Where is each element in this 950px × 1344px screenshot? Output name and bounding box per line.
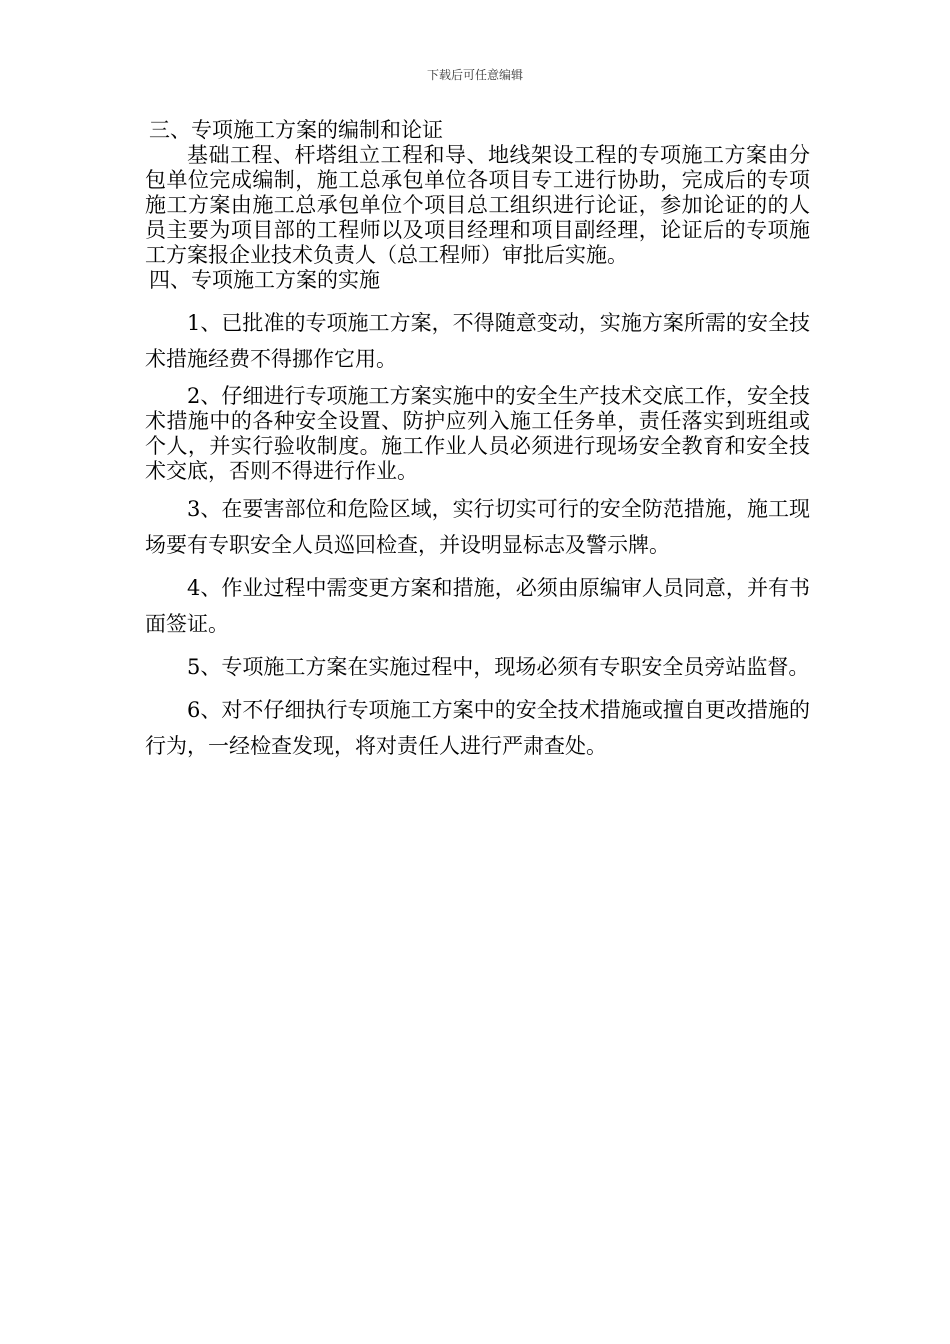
- spacer: [145, 377, 810, 384]
- section-4-item-3: 3、在要害部位和危险区域，实行切实可行的安全防范措施，施工现场要有专职安全人员巡回检查，并设明显标志及警示牌。: [145, 497, 810, 557]
- section-4-item-1: 1、已批准的专项施工方案，不得随意变动，实施方案所需的安全技术措施经费不得挪作它用。: [145, 311, 810, 371]
- document-body: [145, 118, 810, 764]
- section-4-heading: 四、专项施工方案的实施: [149, 268, 380, 292]
- section-4-item-5: 5、专项施工方案在实施过程中，现场必须有专职安全员旁站监督。: [187, 655, 810, 679]
- section-4-item-4: 4、作业过程中需变更方案和措施，必须由原编审人员同意，并有书面签证。: [145, 576, 810, 636]
- section-4-item-6: 6、对不仔细执行专项施工方案中的安全技术措施或擅自更改措施的行为，一经检查发现，将对责任人进行严肃查处。: [145, 698, 810, 758]
- spacer: [145, 642, 810, 649]
- header-note: 下载后可任意编辑: [426, 68, 523, 82]
- section-4-item-2: 2、仔细进行专项施工方案实施中的安全生产技术交底工作，安全技术措施中的各种安全设置、防护应列入施工任务单，责任落实到班组或个人，并实行验收制度。施工作业人员必须进行现场安全教育和安全技术交底，否则不得进行作业。: [145, 384, 810, 483]
- section-3-paragraph: 基础工程、杆塔组立工程和导、地线架设工程的专项施工方案由分包单位完成编制，施工总承包单位各项目专工进行协助，完成后的专项施工方案由施工总承包单位个项目总工组织进行论证，参加论证的的人员主要为项目部的工程师以及项目经理和项目副经理，论证后的专项施工方案报企业技术负责人（总工程师）审批后实施。: [145, 143, 810, 267]
- spacer: [145, 293, 810, 305]
- spacer: [145, 484, 810, 491]
- spacer: [145, 685, 810, 692]
- spacer: [145, 563, 810, 570]
- section-3-heading: 三、专项施工方案的编制和论证: [149, 118, 443, 142]
